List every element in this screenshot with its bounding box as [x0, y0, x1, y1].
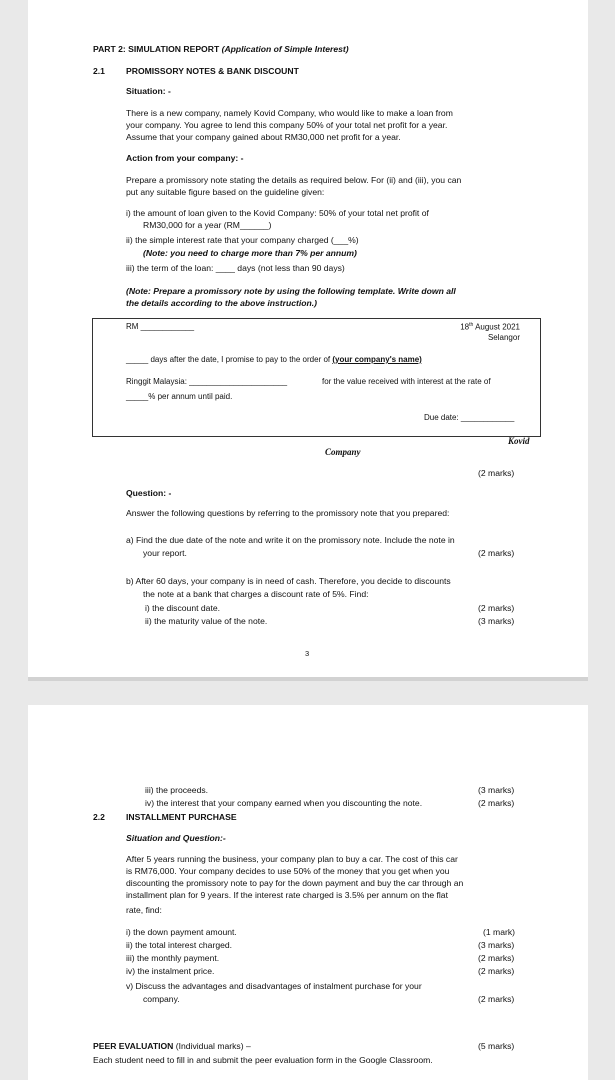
- paragraph-line: installment plan for 9 years. If the interest rate charged is 3.5% per annum on the flat: [126, 890, 448, 900]
- note-date: 18th August 2021: [460, 322, 520, 332]
- note-due-date: Due date: ____________: [424, 413, 515, 422]
- section-number: 2.2: [93, 812, 105, 822]
- marks: (5 marks): [478, 1041, 515, 1051]
- marks: (2 marks): [478, 798, 515, 808]
- paragraph-line: After 5 years running the business, your company plan to buy a car. The cost of this car: [126, 854, 458, 864]
- installment-item: iv) the instalment price.: [126, 966, 215, 976]
- requirement-note: (Note: you need to charge more than 7% per annum): [143, 248, 357, 258]
- note-place: Selangor: [487, 333, 520, 342]
- situation-line: Assume that your company gained about RM30,000 net profit for a year.: [126, 132, 401, 142]
- question-heading: Question: -: [126, 488, 172, 498]
- note-line-1: _____ days after the date, I promise to pay to the order of (your company's name): [126, 355, 422, 364]
- marks: (2 marks): [478, 548, 515, 558]
- question-a: your report.: [143, 548, 187, 558]
- situation-question-heading: Situation and Question:-: [126, 833, 226, 843]
- marks: (3 marks): [478, 616, 515, 626]
- template-note: the details according to the above instruction.): [126, 298, 317, 308]
- situation-heading: Situation: -: [126, 86, 171, 96]
- requirement-item: ii) the simple interest rate that your company charged (___%): [126, 235, 359, 245]
- question-b: b) After 60 days, your company is in need of cash. Therefore, you decide to discounts: [126, 576, 451, 586]
- question-b-item: ii) the maturity value of the note.: [145, 616, 268, 626]
- requirement-item: i) the amount of loan given to the Kovid Company: 50% of your total net profit of: [126, 208, 429, 218]
- action-line: Prepare a promissory note stating the details as required below. For (ii) and (iii), you can: [126, 175, 462, 185]
- note-signature-kovid: Kovid: [508, 436, 530, 446]
- section-title: INSTALLMENT PURCHASE: [126, 812, 237, 822]
- question-intro: Answer the following questions by referring to the promissory note that you prepared:: [126, 508, 450, 518]
- marks: (3 marks): [478, 785, 515, 795]
- paragraph-line: is RM76,000. Your company decides to use 50% of the money that you get when you: [126, 866, 450, 876]
- section-number: 2.1: [93, 66, 105, 76]
- paragraph-line: discounting the promissory note to pay for the down payment and buy the car through an: [126, 878, 464, 888]
- peer-evaluation-heading: PEER EVALUATION (Individual marks) –: [93, 1041, 251, 1051]
- paragraph-line: rate, find:: [126, 905, 162, 915]
- question-b-item: iii) the proceeds.: [145, 785, 209, 795]
- marks: (2 marks): [478, 966, 515, 976]
- marks: (2 marks): [478, 994, 515, 1004]
- marks: (2 marks): [478, 953, 515, 963]
- situation-line: your company. You agree to lend this company 50% of your total net profit for a year.: [126, 120, 448, 130]
- installment-item: iii) the monthly payment.: [126, 953, 220, 963]
- installment-item: i) the down payment amount.: [126, 927, 237, 937]
- marks: (1 mark): [483, 927, 515, 937]
- requirement-item: iii) the term of the loan: ____ days (not less than 90 days): [126, 263, 345, 273]
- requirement-item: RM30,000 for a year (RM______): [143, 220, 272, 230]
- installment-item: ii) the total interest charged.: [126, 940, 233, 950]
- page-separator: [28, 677, 588, 681]
- note-rm: RM ____________: [126, 322, 195, 331]
- peer-evaluation-line: Each student need to fill in and submit the peer evaluation form in the Google Classroom.: [93, 1055, 433, 1065]
- template-note: (Note: Prepare a promissory note by using the following template. Write down all: [126, 286, 456, 296]
- note-signature-company: Company: [325, 447, 361, 457]
- note-ringgit: Ringgit Malaysia: ______________________: [126, 377, 288, 386]
- marks: (2 marks): [478, 468, 515, 478]
- section-title: PROMISSORY NOTES & BANK DISCOUNT: [126, 66, 299, 76]
- question-b-item: iv) the interest that your company earned when you discounting the note.: [145, 798, 423, 808]
- question-a: a) Find the due date of the note and write it on the promissory note. Include the note in: [126, 535, 455, 545]
- installment-item: company.: [143, 994, 180, 1004]
- question-b-item: i) the discount date.: [145, 603, 221, 613]
- note-interest-rate: _____% per annum until paid.: [126, 392, 233, 401]
- marks: (2 marks): [478, 603, 515, 613]
- note-value-received: for the value received with interest at the rate of: [322, 377, 491, 386]
- action-line: put any suitable figure based on the guideline given:: [126, 187, 325, 197]
- installment-item: v) Discuss the advantages and disadvantages of instalment purchase for your: [126, 981, 422, 991]
- marks: (3 marks): [478, 940, 515, 950]
- action-heading: Action from your company: -: [126, 153, 244, 163]
- situation-line: There is a new company, namely Kovid Company, who would like to make a loan from: [126, 108, 453, 118]
- part-title: PART 2: SIMULATION REPORT (Application of Simple Interest): [93, 44, 349, 54]
- question-b: the note at a bank that charges a discount rate of 5%. Find:: [143, 589, 369, 599]
- page-number: 3: [305, 649, 310, 658]
